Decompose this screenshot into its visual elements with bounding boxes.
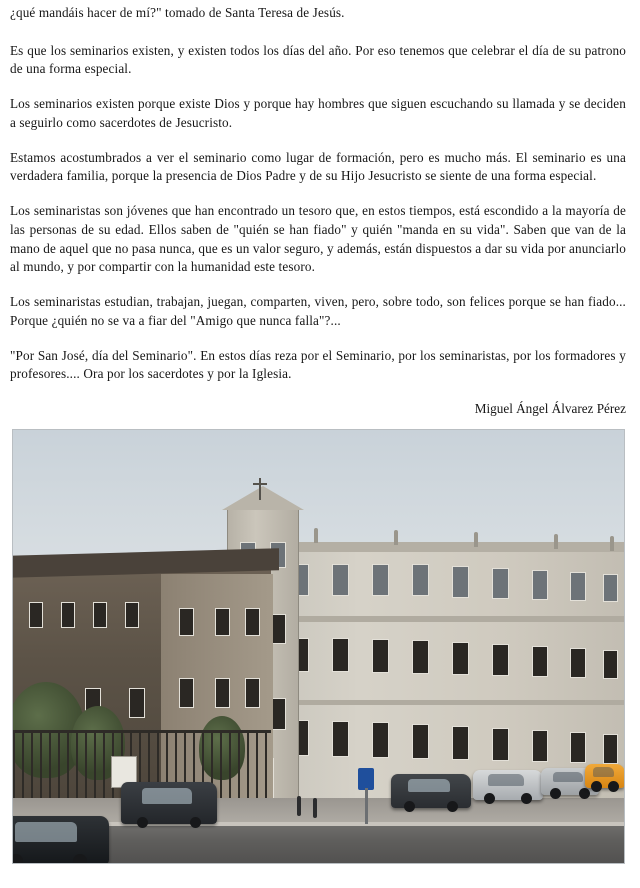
paragraph-5: Los seminaristas son jóvenes que han encontrado un tesoro que, en estos tiempos, está escondido a la mayoría de las personas de su edad. Ellos saben de "quién se han fiado" y quién "manda en su vida". Saben que van de la mano de aquel que no pasa nunca, que es un valor seguro, y además, están dispuestos a dar su vida por anunciarlo al mundo, y por compartir con la humanidad este tesoro. bbox=[10, 203, 626, 275]
paragraph-1: ¿qué mandáis hacer de mí?" tomado de Santa Teresa de Jesús. bbox=[10, 5, 345, 20]
author-signature: Miguel Ángel Álvarez Pérez bbox=[474, 401, 626, 417]
sign-post bbox=[365, 788, 368, 824]
parking-sign-icon bbox=[358, 768, 374, 790]
bollard bbox=[297, 796, 301, 816]
parked-car-taxi bbox=[585, 764, 625, 788]
paragraph-7: "Por San José, día del Seminario". En estos días reza por el Seminario, por los seminaristas, por los formadores y profesores.... Ora por los sacerdotes y por la Iglesia. bbox=[10, 347, 626, 382]
bollard bbox=[313, 798, 317, 818]
paragraph-4: Estamos acostumbrados a ver el seminario como lugar de formación, pero es mucho más. El seminario es una verdadera familia, porque la presencia de Dios Padre y de su Hijo Jesucristo se siente de una forma especial. bbox=[10, 149, 626, 184]
paragraph-3: Los seminarios existen porque existe Dios y porque hay hombres que siguen escuchando su llamada y se deciden a seguirlo como sacerdotes de Jesucristo. bbox=[10, 96, 626, 130]
cross-icon bbox=[259, 478, 261, 500]
seminary-building-photo bbox=[12, 429, 625, 864]
foreground-car bbox=[12, 816, 109, 864]
paragraph-6: Los seminaristas estudian, trabajan, juegan, comparten, viven, pero, sobre todo, son felices porque se han fiado... Porque ¿quién no se va a fiar del "Amigo que nunca falla"?... bbox=[10, 294, 626, 328]
main-facade bbox=[268, 542, 625, 800]
parked-car bbox=[473, 770, 543, 800]
parked-car bbox=[391, 774, 471, 808]
paragraph-2: Es que los seminarios existen, y existen todos los días del año. Por eso tenemos que celebrar el día de su patrono de una forma especial. bbox=[10, 42, 626, 77]
parked-car bbox=[121, 782, 217, 824]
